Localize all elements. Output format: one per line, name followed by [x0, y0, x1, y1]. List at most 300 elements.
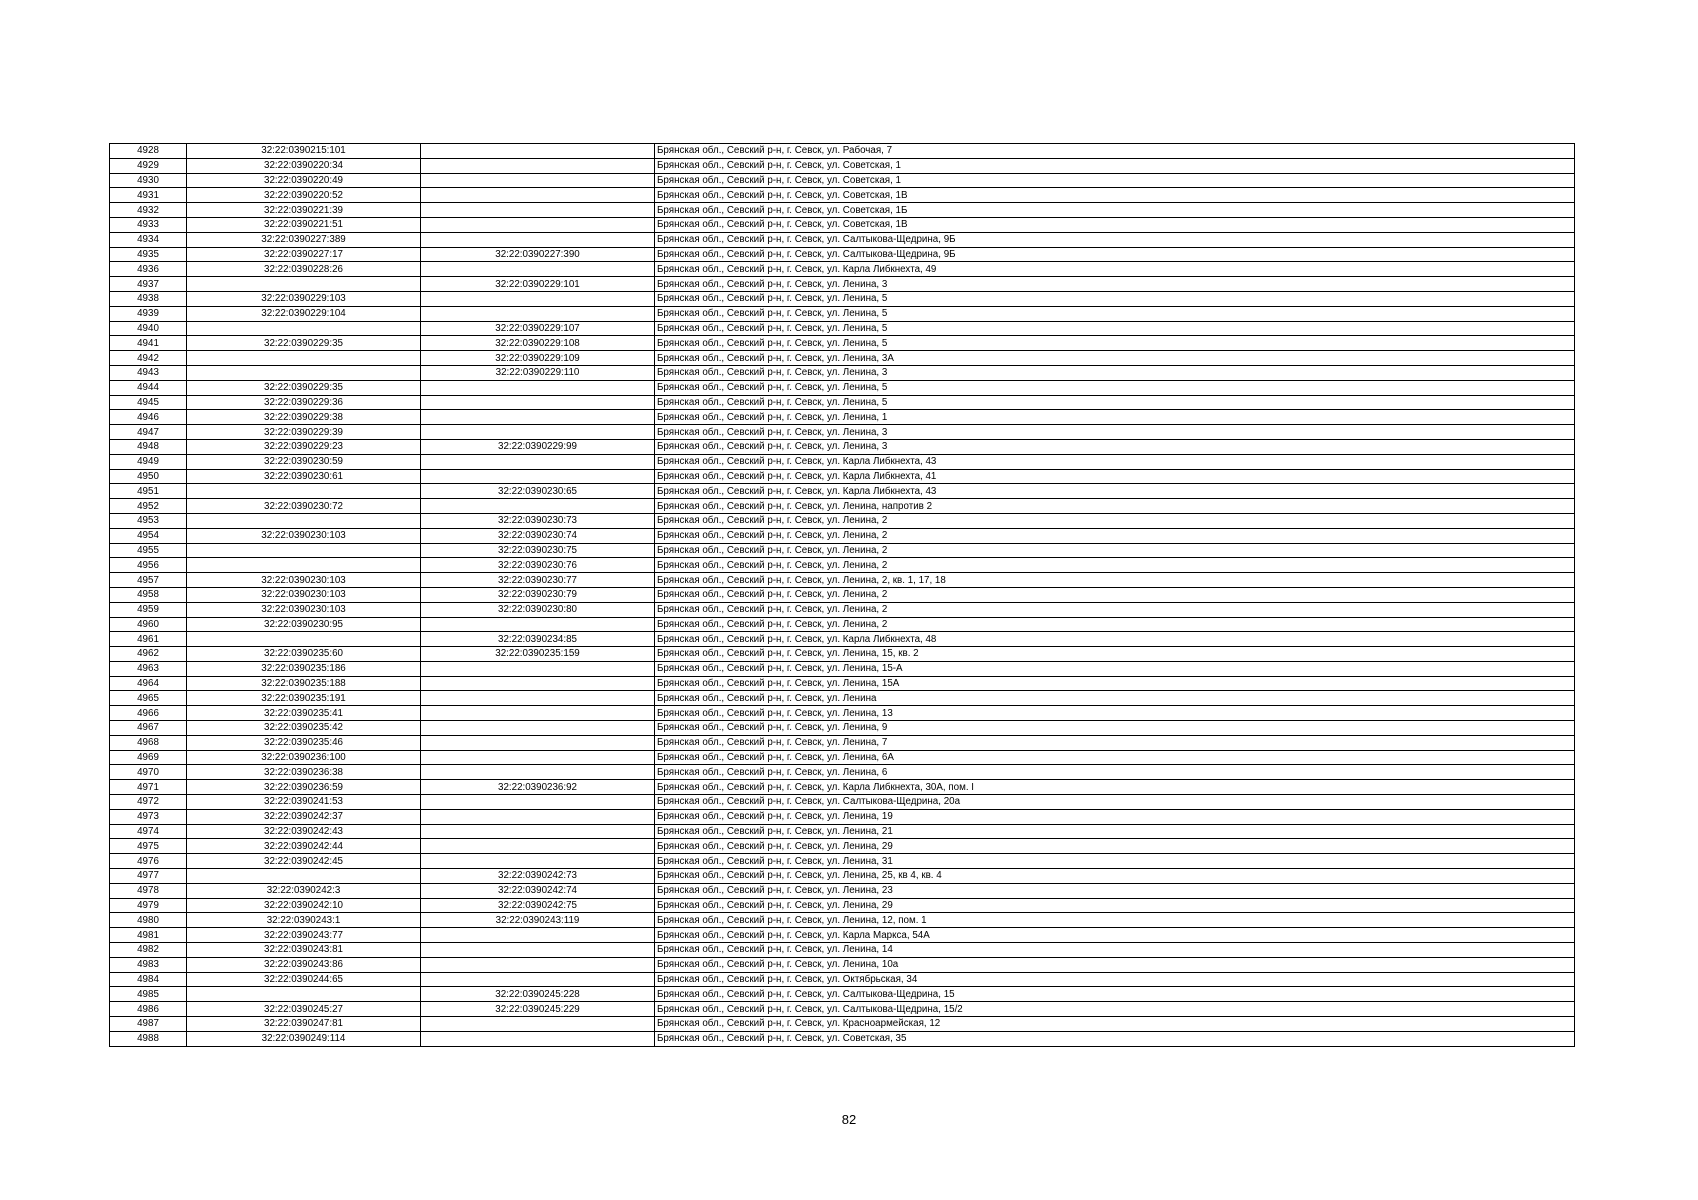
row-number-cell: 4944 — [110, 380, 187, 395]
table-row — [110, 691, 1575, 706]
building-cadastral-cell — [421, 306, 655, 321]
row-number-cell: 4939 — [110, 306, 187, 321]
address-cell: Брянская обл., Севский р-н, г. Севск, ул. Советская, 1В — [655, 188, 1575, 203]
building-cadastral-cell — [421, 795, 655, 810]
row-number-cell: 4959 — [110, 602, 187, 617]
table-row — [110, 661, 1575, 676]
row-number-cell: 4964 — [110, 676, 187, 691]
address-cell: Брянская обл., Севский р-н, г. Севск, ул. Ленина — [655, 691, 1575, 706]
address-cell: Брянская обл., Севский р-н, г. Севск, ул. Ленина, 5 — [655, 336, 1575, 351]
building-cadastral-cell — [421, 380, 655, 395]
row-number-cell: 4954 — [110, 528, 187, 543]
address-cell: Брянская обл., Севский р-н, г. Севск, ул. Ленина, 10а — [655, 957, 1575, 972]
table-row — [110, 839, 1575, 854]
parcel-cadastral-cell: 32:22:0390243:1 — [187, 913, 421, 928]
row-number-cell: 4928 — [110, 144, 187, 159]
address-cell: Брянская обл., Севский р-н, г. Севск, ул. Советская, 1В — [655, 217, 1575, 232]
address-cell: Брянская обл., Севский р-н, г. Севск, ул. Салтыкова-Щедрина, 9Б — [655, 232, 1575, 247]
table-row — [110, 780, 1575, 795]
address-cell: Брянская обл., Севский р-н, г. Севск, ул. Ленина, 2 — [655, 617, 1575, 632]
building-cadastral-cell — [421, 217, 655, 232]
parcel-cadastral-cell: 32:22:0390243:77 — [187, 928, 421, 943]
row-number-cell: 4943 — [110, 365, 187, 380]
address-cell: Брянская обл., Севский р-н, г. Севск, ул. Советская, 35 — [655, 1031, 1575, 1046]
parcel-cadastral-cell: 32:22:0390235:60 — [187, 647, 421, 662]
table-row — [110, 1031, 1575, 1046]
building-cadastral-cell: 32:22:0390242:75 — [421, 898, 655, 913]
row-number-cell: 4962 — [110, 647, 187, 662]
parcel-cadastral-cell: 32:22:0390235:191 — [187, 691, 421, 706]
address-cell: Брянская обл., Севский р-н, г. Севск, ул. Советская, 1 — [655, 173, 1575, 188]
table-row — [110, 543, 1575, 558]
building-cadastral-cell — [421, 972, 655, 987]
table-row — [110, 454, 1575, 469]
table-row — [110, 898, 1575, 913]
building-cadastral-cell — [421, 203, 655, 218]
cadastral-table — [109, 143, 1575, 1047]
row-number-cell: 4972 — [110, 795, 187, 810]
parcel-cadastral-cell: 32:22:0390249:114 — [187, 1031, 421, 1046]
parcel-cadastral-cell: 32:22:0390227:389 — [187, 232, 421, 247]
row-number-cell: 4968 — [110, 735, 187, 750]
row-number-cell: 4982 — [110, 943, 187, 958]
parcel-cadastral-cell: 32:22:0390235:42 — [187, 721, 421, 736]
address-cell: Брянская обл., Севский р-н, г. Севск, ул. Карла Либкнехта, 43 — [655, 484, 1575, 499]
row-number-cell: 4966 — [110, 706, 187, 721]
row-number-cell: 4983 — [110, 957, 187, 972]
row-number-cell: 4974 — [110, 824, 187, 839]
table-row — [110, 380, 1575, 395]
table-row — [110, 306, 1575, 321]
parcel-cadastral-cell: 32:22:0390242:10 — [187, 898, 421, 913]
row-number-cell: 4967 — [110, 721, 187, 736]
building-cadastral-cell: 32:22:0390230:80 — [421, 602, 655, 617]
building-cadastral-cell: 32:22:0390229:99 — [421, 439, 655, 454]
table-row — [110, 809, 1575, 824]
address-cell: Брянская обл., Севский р-н, г. Севск, ул. Ленина, 12, пом. 1 — [655, 913, 1575, 928]
row-number-cell: 4973 — [110, 809, 187, 824]
row-number-cell: 4948 — [110, 439, 187, 454]
table-row — [110, 573, 1575, 588]
building-cadastral-cell — [421, 943, 655, 958]
row-number-cell: 4971 — [110, 780, 187, 795]
row-number-cell: 4985 — [110, 987, 187, 1002]
row-number-cell: 4979 — [110, 898, 187, 913]
building-cadastral-cell — [421, 809, 655, 824]
address-cell: Брянская обл., Севский р-н, г. Севск, ул. Ленина, 5 — [655, 321, 1575, 336]
parcel-cadastral-cell: 32:22:0390215:101 — [187, 144, 421, 159]
row-number-cell: 4942 — [110, 351, 187, 366]
parcel-cadastral-cell: 32:22:0390236:100 — [187, 750, 421, 765]
address-cell: Брянская обл., Севский р-н, г. Севск, ул. Ленина, 3 — [655, 365, 1575, 380]
address-cell: Брянская обл., Севский р-н, г. Севск, ул. Карла Маркса, 54А — [655, 928, 1575, 943]
row-number-cell: 4953 — [110, 513, 187, 528]
building-cadastral-cell — [421, 425, 655, 440]
parcel-cadastral-cell: 32:22:0390229:35 — [187, 336, 421, 351]
address-cell: Брянская обл., Севский р-н, г. Севск, ул. Ленина, 9 — [655, 721, 1575, 736]
parcel-cadastral-cell: 32:22:0390220:49 — [187, 173, 421, 188]
parcel-cadastral-cell — [187, 513, 421, 528]
table-row — [110, 1002, 1575, 1017]
address-cell: Брянская обл., Севский р-н, г. Севск, ул. Ленина, 25, кв 4, кв. 4 — [655, 869, 1575, 884]
table-row — [110, 735, 1575, 750]
table-row — [110, 425, 1575, 440]
table-row — [110, 750, 1575, 765]
parcel-cadastral-cell: 32:22:0390230:103 — [187, 573, 421, 588]
building-cadastral-cell: 32:22:0390245:228 — [421, 987, 655, 1002]
building-cadastral-cell: 32:22:0390230:73 — [421, 513, 655, 528]
parcel-cadastral-cell: 32:22:0390220:34 — [187, 158, 421, 173]
building-cadastral-cell — [421, 691, 655, 706]
table-row — [110, 484, 1575, 499]
address-cell: Брянская обл., Севский р-н, г. Севск, ул. Ленина, 2 — [655, 558, 1575, 573]
parcel-cadastral-cell: 32:22:0390230:103 — [187, 587, 421, 602]
parcel-cadastral-cell — [187, 558, 421, 573]
building-cadastral-cell — [421, 1017, 655, 1032]
row-number-cell: 4932 — [110, 203, 187, 218]
building-cadastral-cell — [421, 469, 655, 484]
row-number-cell: 4988 — [110, 1031, 187, 1046]
table-row — [110, 528, 1575, 543]
parcel-cadastral-cell — [187, 277, 421, 292]
row-number-cell: 4934 — [110, 232, 187, 247]
table-row — [110, 499, 1575, 514]
table-row — [110, 365, 1575, 380]
building-cadastral-cell — [421, 158, 655, 173]
row-number-cell: 4952 — [110, 499, 187, 514]
row-number-cell: 4955 — [110, 543, 187, 558]
parcel-cadastral-cell: 32:22:0390242:3 — [187, 883, 421, 898]
table-row — [110, 928, 1575, 943]
address-cell: Брянская обл., Севский р-н, г. Севск, ул. Ленина, 2 — [655, 602, 1575, 617]
building-cadastral-cell — [421, 395, 655, 410]
building-cadastral-cell — [421, 410, 655, 425]
table-row — [110, 617, 1575, 632]
parcel-cadastral-cell: 32:22:0390230:61 — [187, 469, 421, 484]
parcel-cadastral-cell — [187, 484, 421, 499]
row-number-cell: 4957 — [110, 573, 187, 588]
parcel-cadastral-cell — [187, 987, 421, 1002]
row-number-cell: 4975 — [110, 839, 187, 854]
address-cell: Брянская обл., Севский р-н, г. Севск, ул. Советская, 1Б — [655, 203, 1575, 218]
address-cell: Брянская обл., Севский р-н, г. Севск, ул. Ленина, 29 — [655, 898, 1575, 913]
table-row — [110, 188, 1575, 203]
address-cell: Брянская обл., Севский р-н, г. Севск, ул. Салтыкова-Щедрина, 15 — [655, 987, 1575, 1002]
table-row — [110, 469, 1575, 484]
building-cadastral-cell: 32:22:0390229:101 — [421, 277, 655, 292]
parcel-cadastral-cell — [187, 869, 421, 884]
table-row — [110, 676, 1575, 691]
parcel-cadastral-cell: 32:22:0390235:41 — [187, 706, 421, 721]
table-row — [110, 395, 1575, 410]
address-cell: Брянская обл., Севский р-н, г. Севск, ул. Карла Либкнехта, 43 — [655, 454, 1575, 469]
row-number-cell: 4969 — [110, 750, 187, 765]
address-cell: Брянская обл., Севский р-н, г. Севск, ул. Ленина, 15-А — [655, 661, 1575, 676]
building-cadastral-cell — [421, 765, 655, 780]
address-cell: Брянская обл., Севский р-н, г. Севск, ул. Ленина, 2 — [655, 528, 1575, 543]
row-number-cell: 4970 — [110, 765, 187, 780]
address-cell: Брянская обл., Севский р-н, г. Севск, ул. Ленина, 14 — [655, 943, 1575, 958]
parcel-cadastral-cell: 32:22:0390229:35 — [187, 380, 421, 395]
table-row — [110, 706, 1575, 721]
address-cell: Брянская обл., Севский р-н, г. Севск, ул. Ленина, 2 — [655, 543, 1575, 558]
parcel-cadastral-cell — [187, 543, 421, 558]
row-number-cell: 4949 — [110, 454, 187, 469]
address-cell: Брянская обл., Севский р-н, г. Севск, ул. Октябрьская, 34 — [655, 972, 1575, 987]
row-number-cell: 4938 — [110, 291, 187, 306]
row-number-cell: 4947 — [110, 425, 187, 440]
building-cadastral-cell: 32:22:0390230:76 — [421, 558, 655, 573]
parcel-cadastral-cell: 32:22:0390235:46 — [187, 735, 421, 750]
table-row — [110, 217, 1575, 232]
table-row — [110, 869, 1575, 884]
table-row — [110, 291, 1575, 306]
row-number-cell: 4951 — [110, 484, 187, 499]
row-number-cell: 4937 — [110, 277, 187, 292]
table-body — [110, 144, 1575, 1047]
row-number-cell: 4930 — [110, 173, 187, 188]
table-row — [110, 351, 1575, 366]
row-number-cell: 4950 — [110, 469, 187, 484]
row-number-cell: 4936 — [110, 262, 187, 277]
building-cadastral-cell — [421, 291, 655, 306]
building-cadastral-cell — [421, 824, 655, 839]
building-cadastral-cell: 32:22:0390236:92 — [421, 780, 655, 795]
address-cell: Брянская обл., Севский р-н, г. Севск, ул. Ленина, 29 — [655, 839, 1575, 854]
building-cadastral-cell — [421, 676, 655, 691]
row-number-cell: 4980 — [110, 913, 187, 928]
parcel-cadastral-cell: 32:22:0390230:103 — [187, 602, 421, 617]
building-cadastral-cell: 32:22:0390230:74 — [421, 528, 655, 543]
address-cell: Брянская обл., Севский р-н, г. Севск, ул. Ленина, 2 — [655, 513, 1575, 528]
parcel-cadastral-cell: 32:22:0390230:59 — [187, 454, 421, 469]
parcel-cadastral-cell — [187, 351, 421, 366]
table-row — [110, 721, 1575, 736]
address-cell: Брянская обл., Севский р-н, г. Севск, ул. Карла Либкнехта, 48 — [655, 632, 1575, 647]
address-cell: Брянская обл., Севский р-н, г. Севск, ул. Ленина, 1 — [655, 410, 1575, 425]
address-cell: Брянская обл., Севский р-н, г. Севск, ул. Ленина, 5 — [655, 291, 1575, 306]
building-cadastral-cell: 32:22:0390230:65 — [421, 484, 655, 499]
table-row — [110, 158, 1575, 173]
parcel-cadastral-cell: 32:22:0390242:37 — [187, 809, 421, 824]
address-cell: Брянская обл., Севский р-н, г. Севск, ул. Ленина, напротив 2 — [655, 499, 1575, 514]
parcel-cadastral-cell: 32:22:0390242:44 — [187, 839, 421, 854]
table-row — [110, 632, 1575, 647]
table-row — [110, 203, 1575, 218]
building-cadastral-cell: 32:22:0390243:119 — [421, 913, 655, 928]
address-cell: Брянская обл., Севский р-н, г. Севск, ул. Ленина, 15, кв. 2 — [655, 647, 1575, 662]
parcel-cadastral-cell: 32:22:0390243:86 — [187, 957, 421, 972]
parcel-cadastral-cell: 32:22:0390229:103 — [187, 291, 421, 306]
address-cell: Брянская обл., Севский р-н, г. Севск, ул. Салтыкова-Щедрина, 9Б — [655, 247, 1575, 262]
building-cadastral-cell — [421, 144, 655, 159]
row-number-cell: 4984 — [110, 972, 187, 987]
building-cadastral-cell — [421, 262, 655, 277]
table-row — [110, 173, 1575, 188]
table-row — [110, 972, 1575, 987]
building-cadastral-cell: 32:22:0390242:74 — [421, 883, 655, 898]
address-cell: Брянская обл., Севский р-н, г. Севск, ул. Ленина, 3 — [655, 439, 1575, 454]
parcel-cadastral-cell: 32:22:0390247:81 — [187, 1017, 421, 1032]
row-number-cell: 4935 — [110, 247, 187, 262]
row-number-cell: 4963 — [110, 661, 187, 676]
parcel-cadastral-cell: 32:22:0390243:81 — [187, 943, 421, 958]
parcel-cadastral-cell: 32:22:0390227:17 — [187, 247, 421, 262]
building-cadastral-cell — [421, 617, 655, 632]
building-cadastral-cell: 32:22:0390242:73 — [421, 869, 655, 884]
address-cell: Брянская обл., Севский р-н, г. Севск, ул. Ленина, 3 — [655, 277, 1575, 292]
parcel-cadastral-cell: 32:22:0390244:65 — [187, 972, 421, 987]
building-cadastral-cell: 32:22:0390229:109 — [421, 351, 655, 366]
table-row — [110, 913, 1575, 928]
building-cadastral-cell: 32:22:0390234:85 — [421, 632, 655, 647]
table-row — [110, 854, 1575, 869]
table-row — [110, 513, 1575, 528]
address-cell: Брянская обл., Севский р-н, г. Севск, ул. Карла Либкнехта, 49 — [655, 262, 1575, 277]
table-row — [110, 321, 1575, 336]
table-row — [110, 883, 1575, 898]
row-number-cell: 4931 — [110, 188, 187, 203]
address-cell: Брянская обл., Севский р-н, г. Севск, ул. Ленина, 5 — [655, 395, 1575, 410]
address-cell: Брянская обл., Севский р-н, г. Севск, ул. Ленина, 2, кв. 1, 17, 18 — [655, 573, 1575, 588]
building-cadastral-cell: 32:22:0390245:229 — [421, 1002, 655, 1017]
building-cadastral-cell: 32:22:0390227:390 — [421, 247, 655, 262]
parcel-cadastral-cell — [187, 321, 421, 336]
building-cadastral-cell — [421, 854, 655, 869]
table-row — [110, 957, 1575, 972]
building-cadastral-cell: 32:22:0390235:159 — [421, 647, 655, 662]
table-row — [110, 247, 1575, 262]
page-number: 82 — [841, 1112, 857, 1127]
address-cell: Брянская обл., Севский р-н, г. Севск, ул. Ленина, 6 — [655, 765, 1575, 780]
row-number-cell: 4977 — [110, 869, 187, 884]
address-cell: Брянская обл., Севский р-н, г. Севск, ул. Ленина, 31 — [655, 854, 1575, 869]
row-number-cell: 4929 — [110, 158, 187, 173]
address-cell: Брянская обл., Севский р-н, г. Севск, ул. Ленина, 7 — [655, 735, 1575, 750]
table-row — [110, 795, 1575, 810]
parcel-cadastral-cell: 32:22:0390229:36 — [187, 395, 421, 410]
address-cell: Брянская обл., Севский р-н, г. Севск, ул. Карла Либкнехта, 41 — [655, 469, 1575, 484]
address-cell: Брянская обл., Севский р-н, г. Севск, ул. Рабочая, 7 — [655, 144, 1575, 159]
row-number-cell: 4986 — [110, 1002, 187, 1017]
building-cadastral-cell: 32:22:0390229:108 — [421, 336, 655, 351]
building-cadastral-cell — [421, 735, 655, 750]
table-row — [110, 558, 1575, 573]
address-cell: Брянская обл., Севский р-н, г. Севск, ул. Карла Либкнехта, 30А, пом. I — [655, 780, 1575, 795]
parcel-cadastral-cell: 32:22:0390229:104 — [187, 306, 421, 321]
table-row — [110, 824, 1575, 839]
parcel-cadastral-cell — [187, 365, 421, 380]
parcel-cadastral-cell: 32:22:0390242:45 — [187, 854, 421, 869]
parcel-cadastral-cell: 32:22:0390235:188 — [187, 676, 421, 691]
address-cell: Брянская обл., Севский р-н, г. Севск, ул. Салтыкова-Щедрина, 20а — [655, 795, 1575, 810]
parcel-cadastral-cell: 32:22:0390230:103 — [187, 528, 421, 543]
parcel-cadastral-cell: 32:22:0390229:23 — [187, 439, 421, 454]
table-row — [110, 262, 1575, 277]
row-number-cell: 4941 — [110, 336, 187, 351]
parcel-cadastral-cell: 32:22:0390221:51 — [187, 217, 421, 232]
address-cell: Брянская обл., Севский р-н, г. Севск, ул. Ленина, 6А — [655, 750, 1575, 765]
building-cadastral-cell — [421, 661, 655, 676]
address-cell: Брянская обл., Севский р-н, г. Севск, ул. Ленина, 2 — [655, 587, 1575, 602]
building-cadastral-cell — [421, 957, 655, 972]
row-number-cell: 4978 — [110, 883, 187, 898]
row-number-cell: 4965 — [110, 691, 187, 706]
address-cell: Брянская обл., Севский р-н, г. Севск, ул. Ленина, 3А — [655, 351, 1575, 366]
table-row — [110, 765, 1575, 780]
row-number-cell: 4958 — [110, 587, 187, 602]
building-cadastral-cell: 32:22:0390230:77 — [421, 573, 655, 588]
building-cadastral-cell — [421, 188, 655, 203]
parcel-cadastral-cell: 32:22:0390228:26 — [187, 262, 421, 277]
building-cadastral-cell — [421, 454, 655, 469]
address-cell: Брянская обл., Севский р-н, г. Севск, ул. Ленина, 23 — [655, 883, 1575, 898]
table-row — [110, 987, 1575, 1002]
table-row — [110, 587, 1575, 602]
parcel-cadastral-cell: 32:22:0390235:186 — [187, 661, 421, 676]
row-number-cell: 4956 — [110, 558, 187, 573]
address-cell: Брянская обл., Севский р-н, г. Севск, ул. Ленина, 19 — [655, 809, 1575, 824]
parcel-cadastral-cell: 32:22:0390245:27 — [187, 1002, 421, 1017]
parcel-cadastral-cell: 32:22:0390221:39 — [187, 203, 421, 218]
building-cadastral-cell — [421, 1031, 655, 1046]
parcel-cadastral-cell: 32:22:0390241:53 — [187, 795, 421, 810]
building-cadastral-cell — [421, 750, 655, 765]
address-cell: Брянская обл., Севский р-н, г. Севск, ул. Советская, 1 — [655, 158, 1575, 173]
building-cadastral-cell: 32:22:0390229:110 — [421, 365, 655, 380]
parcel-cadastral-cell: 32:22:0390229:38 — [187, 410, 421, 425]
building-cadastral-cell: 32:22:0390229:107 — [421, 321, 655, 336]
table-row — [110, 943, 1575, 958]
table-row — [110, 647, 1575, 662]
table-row — [110, 232, 1575, 247]
building-cadastral-cell — [421, 839, 655, 854]
parcel-cadastral-cell: 32:22:0390230:72 — [187, 499, 421, 514]
building-cadastral-cell: 32:22:0390230:75 — [421, 543, 655, 558]
table-row — [110, 336, 1575, 351]
parcel-cadastral-cell: 32:22:0390220:52 — [187, 188, 421, 203]
address-cell: Брянская обл., Севский р-н, г. Севск, ул. Ленина, 3 — [655, 425, 1575, 440]
address-cell: Брянская обл., Севский р-н, г. Севск, ул. Ленина, 15А — [655, 676, 1575, 691]
row-number-cell: 4960 — [110, 617, 187, 632]
address-cell: Брянская обл., Севский р-н, г. Севск, ул. Ленина, 13 — [655, 706, 1575, 721]
row-number-cell: 4946 — [110, 410, 187, 425]
building-cadastral-cell — [421, 928, 655, 943]
row-number-cell: 4961 — [110, 632, 187, 647]
parcel-cadastral-cell — [187, 632, 421, 647]
row-number-cell: 4940 — [110, 321, 187, 336]
address-cell: Брянская обл., Севский р-н, г. Севск, ул. Ленина, 21 — [655, 824, 1575, 839]
table-row — [110, 1017, 1575, 1032]
table-row — [110, 144, 1575, 159]
row-number-cell: 4933 — [110, 217, 187, 232]
address-cell: Брянская обл., Севский р-н, г. Севск, ул. Ленина, 5 — [655, 306, 1575, 321]
row-number-cell: 4987 — [110, 1017, 187, 1032]
table-row — [110, 602, 1575, 617]
building-cadastral-cell — [421, 232, 655, 247]
row-number-cell: 4945 — [110, 395, 187, 410]
building-cadastral-cell: 32:22:0390230:79 — [421, 587, 655, 602]
building-cadastral-cell — [421, 499, 655, 514]
parcel-cadastral-cell: 32:22:0390242:43 — [187, 824, 421, 839]
building-cadastral-cell — [421, 173, 655, 188]
table-row — [110, 410, 1575, 425]
parcel-cadastral-cell: 32:22:0390229:39 — [187, 425, 421, 440]
building-cadastral-cell — [421, 721, 655, 736]
row-number-cell: 4976 — [110, 854, 187, 869]
parcel-cadastral-cell: 32:22:0390236:59 — [187, 780, 421, 795]
address-cell: Брянская обл., Севский р-н, г. Севск, ул. Салтыкова-Щедрина, 15/2 — [655, 1002, 1575, 1017]
